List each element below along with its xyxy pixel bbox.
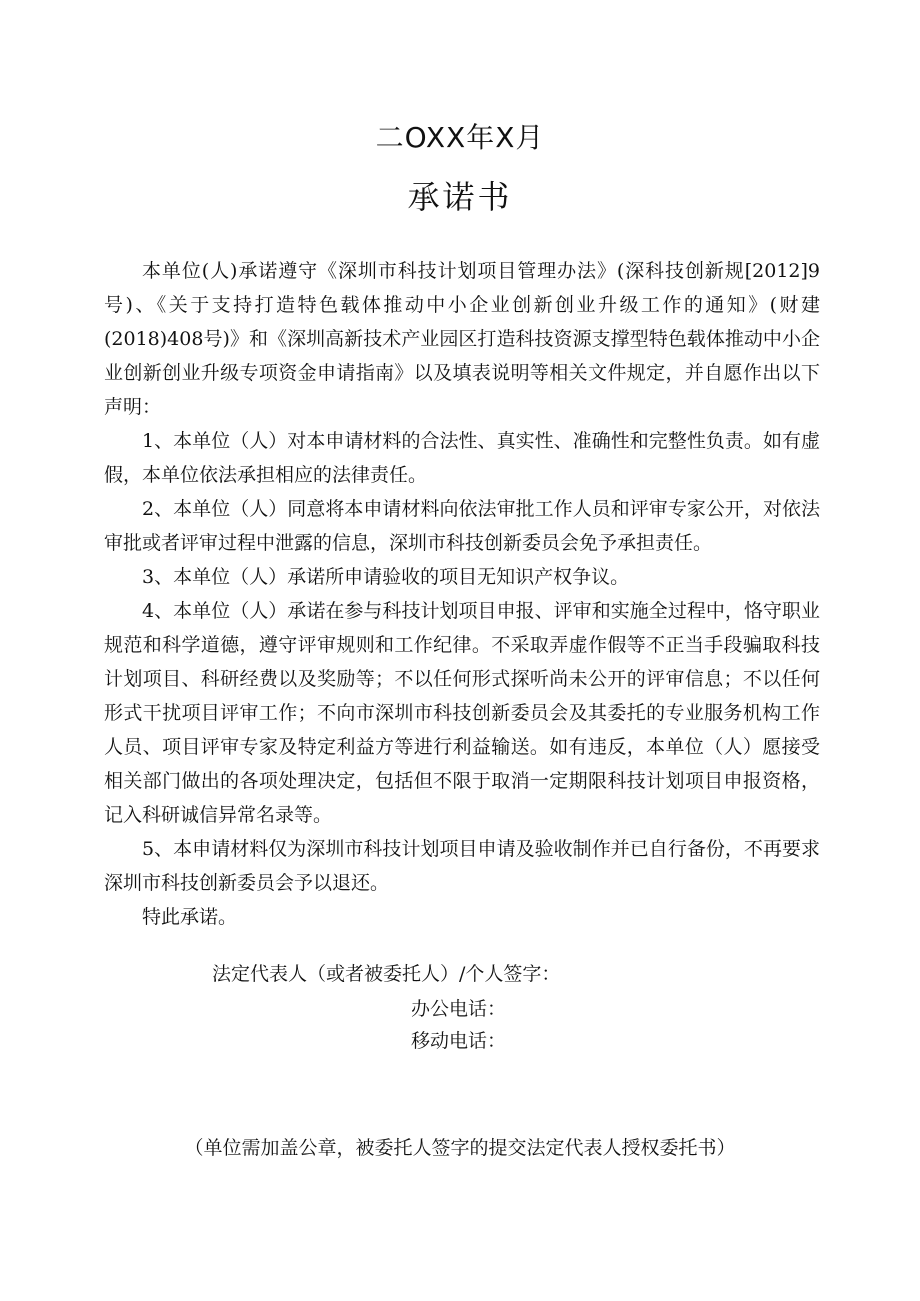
representative-signature-label: 法定代表人（或者被委托人）/个人签字： [212, 963, 561, 985]
closing-statement: 特此承诺。 [142, 906, 238, 928]
intro-paragraph: 本单位(人)承诺遵守《深圳市科技计划项目管理办法》(深科技创新规[2012]9号)、《关于支持打造特色载体推动中小企业创新创业升级工作的通知》(财建(2018)408号)》和《深圳高新技术产业园区打造科技资源支撑型特色载体推动中小企业创新创业升级专项资金申请指南》以及填表说明等相关文件规定，并自愿作出以下声明： [104, 260, 820, 418]
commitment-item-3: 3、本单位（人）承诺所申请验收的项目无知识产权争议。 [142, 566, 630, 588]
commitment-item-2: 2、本单位（人）同意将本申请材料向依法审批工作人员和评审专家公开，对依法审批或者评审过程中泄露的信息，深圳市科技创新委员会免予承担责任。 [104, 498, 820, 554]
commitment-item-1: 1、本单位（人）对本申请材料的合法性、真实性、准确性和完整性负责。如有虚假，本单位依法承担相应的法律责任。 [104, 430, 820, 486]
office-phone-label: 办公电话： [411, 998, 507, 1020]
document-date: 二OXX年X月 [375, 121, 545, 154]
commitment-item-4: 4、本单位（人）承诺在参与科技计划项目申报、评审和实施全过程中，恪守职业规范和科学道德，遵守评审规则和工作纪律。不采取弄虚作假等不正当手段骗取科技计划项目、科研经费以及奖励等；不以任何形式探听尚未公开的评审信息；不以任何形式干扰项目评审工作；不向市深圳市科技创新委员会及其委托的专业服务机构工作人员、项目评审专家及特定利益方等进行利益输送。如有违反，本单位（人）愿接受相关部门做出的各项处理决定，包括但不限于取消一定期限科技计划项目申报资格，记入科研诚信异常名录等。 [104, 600, 820, 826]
seal-note: （单位需加盖公章，被委托人签字的提交法定代表人授权委托书） [184, 1137, 736, 1159]
mobile-phone-label: 移动电话： [411, 1030, 507, 1052]
commitment-body [104, 254, 820, 934]
document-title: 承诺书 [407, 178, 513, 216]
commitment-item-5: 5、本申请材料仅为深圳市科技计划项目申请及验收制作并已自行备份，不再要求深圳市科技创新委员会予以退还。 [104, 838, 820, 894]
